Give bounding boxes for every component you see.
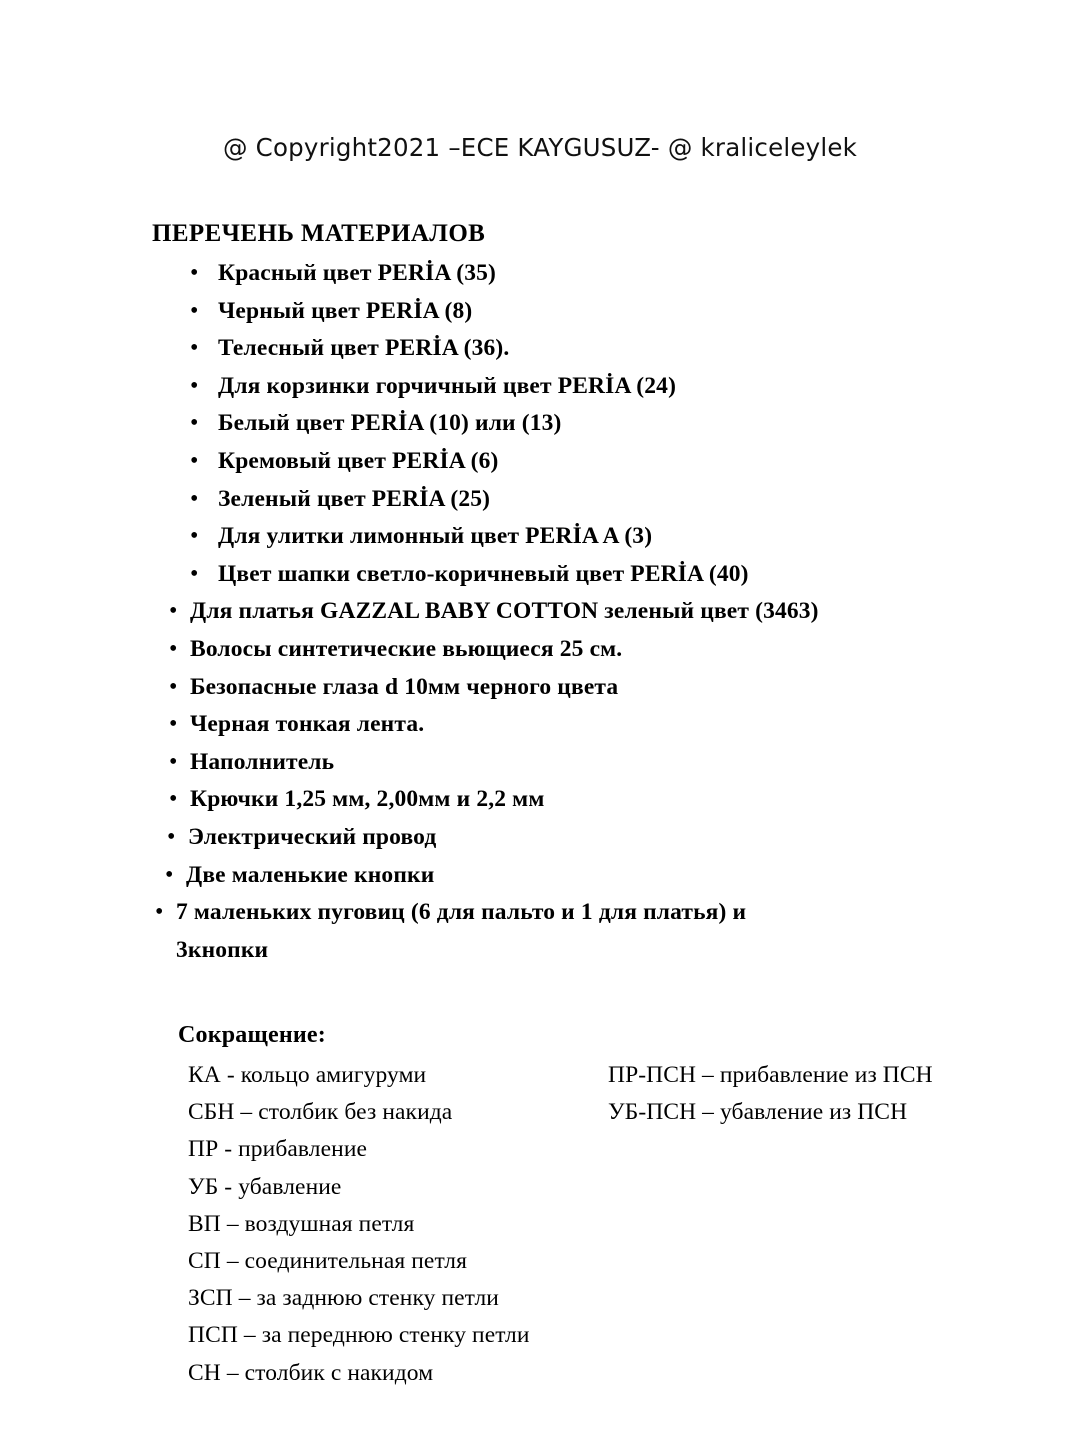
list-item-label: Крючки 1,25 мм, 2,00мм и 2,2 мм xyxy=(190,786,545,813)
bullet-icon: • xyxy=(167,823,176,850)
abbreviation-entry: СП – соединительная петля xyxy=(188,1248,467,1275)
bullet-icon: • xyxy=(190,560,199,587)
list-item xyxy=(0,368,1080,406)
bullet-icon: • xyxy=(169,711,178,738)
list-item-label: Белый цвет PERİA (10) или (13) xyxy=(218,410,562,437)
abbreviation-entry: ПСП – за переднюю стенку петли xyxy=(188,1322,530,1349)
list-item xyxy=(0,819,1080,857)
list-item xyxy=(0,781,1080,819)
abbreviation-entry: УБ - убавление xyxy=(188,1173,342,1200)
list-item-label: Черная тонкая лента. xyxy=(190,711,425,738)
list-item xyxy=(0,293,1080,331)
list-item-label: Черный цвет PERİA (8) xyxy=(218,297,473,324)
list-item xyxy=(0,857,1080,895)
copyright-header: @ Copyright2021 –ECE KAYGUSUZ- @ kraliceleylek xyxy=(222,133,858,162)
abbreviations-left-column xyxy=(188,1057,530,1392)
abbreviation-entry: СБН – столбик без накида xyxy=(188,1099,453,1126)
list-item xyxy=(0,518,1080,556)
list-item-label: Две маленькие кнопки xyxy=(186,861,435,888)
abbreviation-entry: ВП – воздушная петля xyxy=(188,1210,415,1237)
list-item xyxy=(0,744,1080,782)
list-item xyxy=(0,405,1080,443)
list-item-label: Для улитки лимонный цвет PERİA A (3) xyxy=(218,523,653,550)
bullet-icon: • xyxy=(169,748,178,775)
list-item-label: Телесный цвет PERİA (36). xyxy=(218,335,510,362)
list-item-label: Безопасные глаза d 10мм черного цвета xyxy=(190,673,619,700)
list-item-label: 7 маленьких пуговиц (6 для пальто и 1 для платья) и 3кнопки xyxy=(176,894,746,969)
bullet-icon: • xyxy=(190,410,199,437)
bullet-icon: • xyxy=(169,635,178,662)
abbreviations-right-column xyxy=(608,1057,933,1131)
page-title: ПЕРЕЧЕНЬ МАТЕРИАЛОВ xyxy=(152,219,486,247)
bullet-icon: • xyxy=(190,485,199,512)
list-item xyxy=(0,330,1080,368)
abbreviation-entry: ПР-ПСН – прибавление из ПСН xyxy=(608,1062,933,1088)
list-item xyxy=(0,669,1080,707)
list-item-label: Цвет шапки светло-коричневый цвет PERİA (40) xyxy=(218,560,749,587)
list-item xyxy=(0,481,1080,519)
abbreviation-entry: УБ-ПСН – убавление из ПСН xyxy=(608,1099,908,1126)
bullet-icon: • xyxy=(169,786,178,813)
bullet-icon: • xyxy=(190,335,199,362)
list-item-label: Наполнитель xyxy=(190,748,335,775)
bullet-icon: • xyxy=(169,673,178,700)
abbreviations-heading: Сокращение: xyxy=(178,1022,326,1048)
list-item-label: Кремовый цвет PERİA (6) xyxy=(218,447,499,474)
bullet-icon: • xyxy=(190,260,199,286)
list-item-label-continued: 3кнопки xyxy=(176,936,269,963)
list-item xyxy=(0,631,1080,669)
list-item-label: Электрический провод xyxy=(188,823,437,850)
bullet-icon: • xyxy=(169,598,178,625)
list-item-label: Для корзинки горчичный цвет PERİA (24) xyxy=(218,372,677,399)
bullet-icon: • xyxy=(190,372,199,399)
bullet-icon: • xyxy=(190,297,199,324)
list-item xyxy=(0,894,1080,969)
list-item-label: Красный цвет PERİA (35) xyxy=(218,260,496,286)
list-item xyxy=(0,255,1080,293)
list-item-label: Волосы синтетические вьющиеся 25 см. xyxy=(190,635,623,662)
bullet-icon: • xyxy=(165,861,174,888)
abbreviation-entry: ПР - прибавление xyxy=(188,1136,368,1163)
abbreviation-entry: СН – столбик с накидом xyxy=(188,1359,434,1386)
bullet-icon: • xyxy=(190,447,199,474)
bullet-icon: • xyxy=(190,523,199,550)
list-item xyxy=(0,556,1080,594)
list-item xyxy=(0,443,1080,481)
list-item xyxy=(0,593,1080,631)
abbreviation-entry: КА - кольцо амигуруми xyxy=(188,1062,427,1088)
materials-list xyxy=(0,255,1080,969)
list-item-label: Зеленый цвет PERİA (25) xyxy=(218,485,491,512)
abbreviation-entry: ЗСП – за заднюю стенку петли xyxy=(188,1285,499,1312)
list-item xyxy=(0,706,1080,744)
bullet-icon: • xyxy=(155,899,164,926)
list-item-label: Для платья GAZZAL BABY COTTON зеленый цвет (3463) xyxy=(190,598,819,625)
